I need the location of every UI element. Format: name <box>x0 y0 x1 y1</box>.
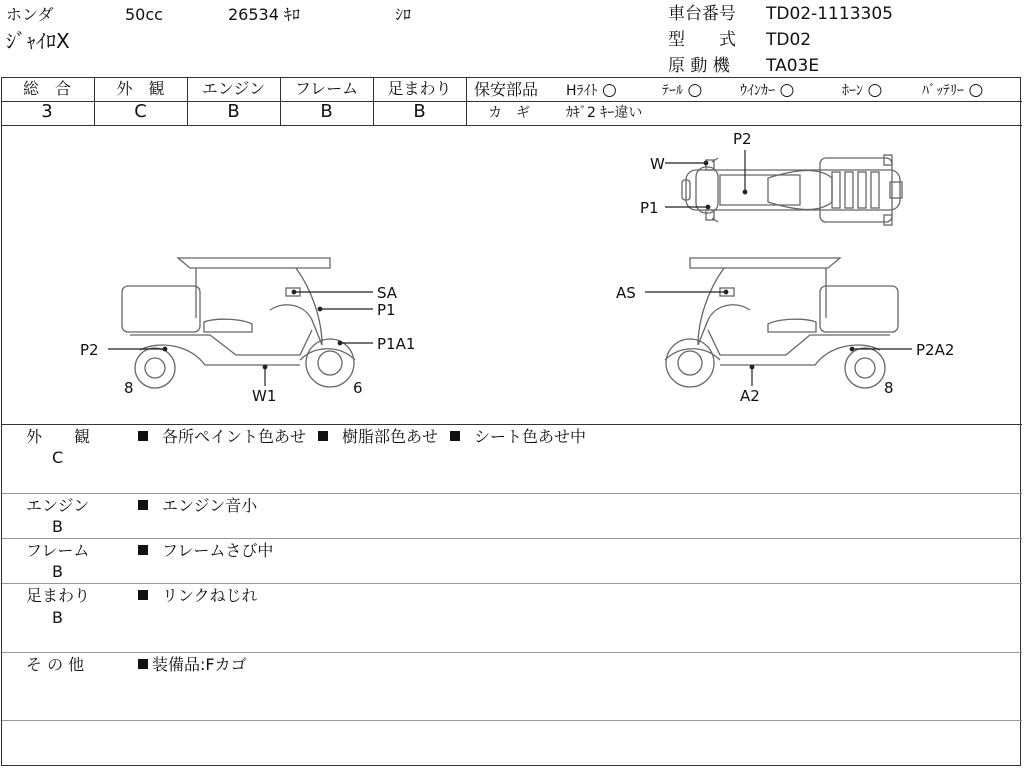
remark-engine-label: エンジン <box>26 496 90 515</box>
horn-mark: ○ <box>867 80 883 100</box>
battery-mark: ○ <box>968 80 984 100</box>
frame-no-label: 車台番号 <box>668 4 736 24</box>
grade-row-divider <box>2 101 1022 102</box>
remark-exterior-grade: C <box>52 448 64 467</box>
grade-suspension-label: 足まわり <box>387 79 452 98</box>
grade-engine-value: B <box>227 101 240 122</box>
label-top-p1: P1 <box>640 199 659 217</box>
remark-frame-text: フレームさび中 <box>138 542 273 560</box>
key-label: カ ギ <box>488 105 530 121</box>
remarks-divider-3 <box>2 583 1022 584</box>
label-right-a2: A2 <box>740 387 760 405</box>
engine-model-label: 原 動 機 <box>668 56 730 76</box>
safety-winker: ｳｲﾝｶｰ ○ <box>740 80 795 100</box>
remarks-divider-1 <box>2 493 1022 494</box>
mileage: 26534 ｷﾛ <box>228 5 300 24</box>
label-top-p2: P2 <box>733 130 752 148</box>
remark-frame-grade: B <box>52 562 63 581</box>
label-left-sa: SA <box>377 284 398 302</box>
grade-suspension-value: B <box>413 101 426 122</box>
type-value: TD02 <box>766 30 812 50</box>
engine-model: TA03E <box>766 56 820 76</box>
remark-engine-grade: B <box>52 517 63 536</box>
label-top-w: W <box>650 155 665 173</box>
displacement: 50cc <box>125 5 163 24</box>
remarks-divider-4 <box>2 652 1022 653</box>
safety-battery: ﾊﾞｯﾃﾘｰ ○ <box>922 80 984 100</box>
diagram-bottom-line <box>2 424 1022 425</box>
key-value: ｶｷﾞ2 ｷｰ違い <box>566 105 643 121</box>
grade-col-divider <box>466 78 467 125</box>
maker: ホンダ <box>6 5 54 24</box>
remark-frame-label: フレーム <box>26 541 90 560</box>
label-left-p2: P2 <box>80 341 99 359</box>
diagram-top-line <box>2 125 1022 126</box>
winker-mark: ○ <box>779 80 795 100</box>
remarks-divider-2 <box>2 538 1022 539</box>
label-right-as: AS <box>616 284 636 302</box>
label-right-p2a2: P2A2 <box>916 341 955 359</box>
safety-label: 保安部品 <box>474 80 539 99</box>
remark-other-text: 装備品:Fカゴ <box>138 656 247 674</box>
safety-tail: ﾃｰﾙ ○ <box>662 80 703 100</box>
label-left-6: 6 <box>353 379 363 397</box>
frame-no: TD02-1113305 <box>766 4 893 24</box>
label-left-p1a1: P1A1 <box>377 335 416 353</box>
remark-suspension-label: 足まわり <box>26 586 91 605</box>
grade-total-value: 3 <box>41 101 53 122</box>
remark-exterior-text: 各所ペイント色あせ 樹脂部色あせ シート色あせ中 <box>138 428 586 446</box>
remark-engine-text: エンジン音小 <box>138 497 257 515</box>
label-right-8: 8 <box>884 379 894 397</box>
type-label: 型 式 <box>668 30 736 50</box>
model-name: ｼﾞｬｲﾛX <box>6 29 70 53</box>
remark-suspension-grade: B <box>52 608 63 627</box>
remark-exterior-label: 外 観 <box>26 427 91 446</box>
safety-headlight: Hﾗｲﾄ ○ <box>566 80 617 100</box>
grade-frame-label: フレーム <box>294 79 359 98</box>
safety-horn: ﾎｰﾝ ○ <box>842 80 883 100</box>
body-color: ｼﾛ <box>395 5 412 24</box>
remark-suspension-text: リンクねじれ <box>138 587 258 605</box>
tail-mark: ○ <box>687 80 703 100</box>
remarks-divider-5 <box>2 720 1022 721</box>
grade-frame-value: B <box>320 101 333 122</box>
headlight-mark: ○ <box>601 80 617 100</box>
grade-exterior-value: C <box>134 101 147 122</box>
grade-total-label: 総 合 <box>22 79 71 98</box>
grade-engine-label: エンジン <box>201 79 266 98</box>
label-left-p1: P1 <box>377 301 396 319</box>
label-left-8: 8 <box>124 379 134 397</box>
grade-exterior-label: 外 観 <box>116 79 165 98</box>
remark-other-label: そ の 他 <box>26 655 85 674</box>
label-left-w1: W1 <box>252 387 277 405</box>
